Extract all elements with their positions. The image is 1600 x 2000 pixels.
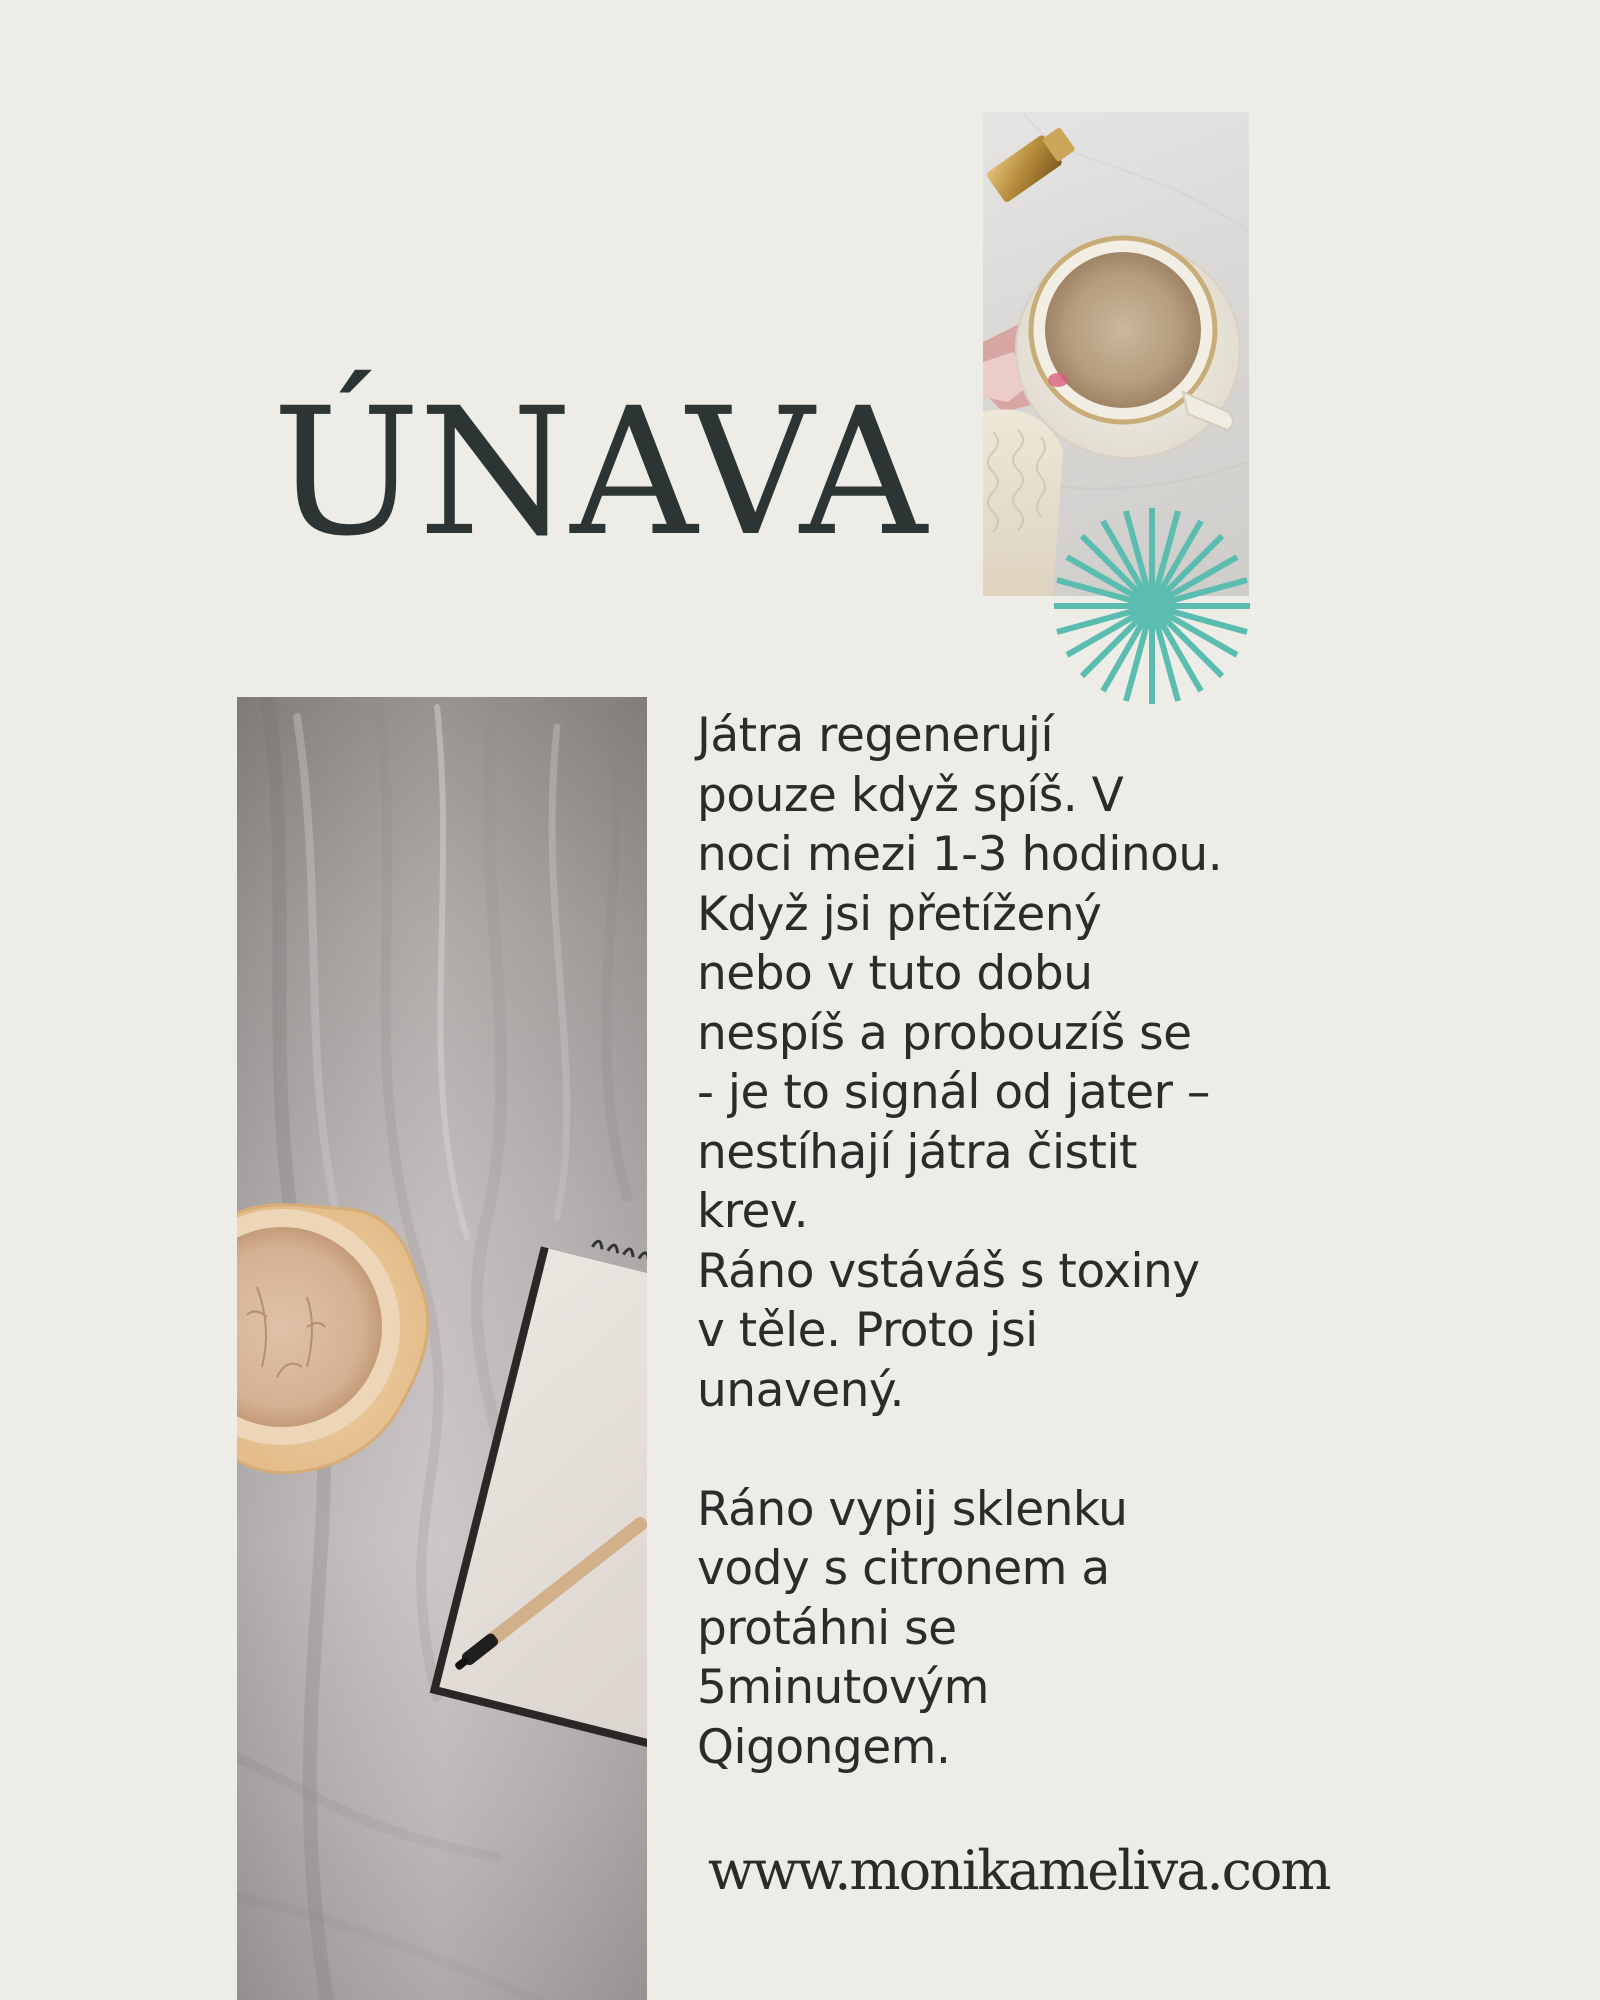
paragraph-2 <box>697 1480 1257 1778</box>
text-line: nebo v tuto dobu <box>697 946 1093 1001</box>
text-line: - je to signál od jater – <box>697 1065 1210 1120</box>
text-line: Když jsi přetížený <box>697 886 1102 942</box>
text-line: 5minutovým <box>697 1660 989 1715</box>
text-line: Ráno vstáváš s toxiny <box>697 1243 1200 1299</box>
text-line: nespíš a probouzíš se <box>697 1005 1192 1061</box>
body-text <box>697 706 1257 1777</box>
text-line: vody s citronem a <box>697 1541 1110 1596</box>
text-line: Ráno vypij sklenku <box>697 1481 1128 1537</box>
text-line: krev. <box>697 1184 809 1239</box>
text-line: noci mezi 1-3 hodinou. <box>697 827 1223 882</box>
text-line: protáhni se <box>697 1600 957 1656</box>
text-line: pouze když spíš. V <box>697 767 1124 823</box>
text-line: v těle. Proto jsi <box>697 1303 1038 1358</box>
text-line: unavený. <box>697 1362 904 1418</box>
paragraph-1 <box>697 706 1257 1420</box>
text-line: Játra regenerují <box>697 708 1054 763</box>
page-title: ÚNAVA <box>272 370 925 575</box>
paragraph-gap <box>697 1420 1257 1480</box>
starburst-icon <box>1054 508 1250 704</box>
notebook-photo <box>237 697 647 2000</box>
text-line: nestíhají játra čistit <box>697 1124 1137 1180</box>
text-line: Qigongem. <box>697 1719 951 1775</box>
website-link[interactable]: www.monikameliva.com <box>708 1839 1330 1902</box>
